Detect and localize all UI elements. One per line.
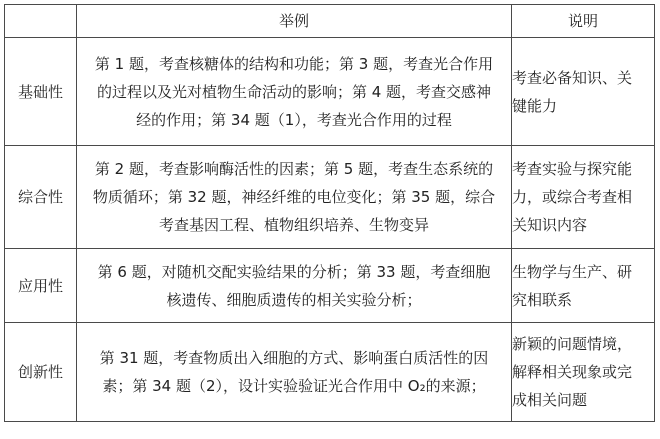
table-row [5, 249, 655, 323]
note-line: 生物学与生产、研 [512, 262, 633, 281]
note-line: 成相关问题 [512, 391, 588, 409]
example-line: 第 1 题，考查核糖体的结构和功能；第 3 题，考查光合作用 [94, 54, 494, 73]
header-cell-note: 说明 [512, 5, 655, 38]
header-row [5, 5, 655, 38]
table-row [5, 323, 655, 422]
example-cell [77, 249, 512, 323]
note-cell [512, 323, 655, 422]
header-cell-category [5, 5, 77, 38]
note-line: 考查实验与探究能 [512, 160, 633, 178]
table-row [5, 146, 655, 249]
example-line: 经的作用；第 34 题（1），考查光合作用的过程 [136, 110, 452, 129]
table-row [5, 38, 655, 146]
example-line: 第 6 题，对随机交配实验结果的分析；第 33 题，考查细胞 [97, 262, 491, 281]
note-line: 新颖的问题情境， [512, 335, 633, 353]
note-line: 关知识内容 [512, 216, 588, 234]
example-line: 考查基因工程、植物组织培养、生物变异 [158, 216, 429, 234]
example-cell [77, 323, 512, 422]
category-cell: 创新性 [5, 323, 77, 422]
note-line: 解释相关现象或完 [512, 363, 633, 381]
note-cell [512, 146, 655, 249]
example-cell [77, 146, 512, 249]
header-cell-example: 举例 [77, 5, 512, 38]
example-line: 核遗传、细胞质遗传的相关实验分析； [166, 290, 422, 309]
note-line: 力，或综合考查相 [512, 188, 633, 206]
note-cell [512, 38, 655, 146]
category-cell: 基础性 [5, 38, 77, 146]
example-line: 物质循环；第 32 题，神经纤维的电位变化；第 35 题，综合 [92, 188, 496, 206]
exam-analysis-table [4, 4, 655, 422]
note-line: 键能力 [512, 96, 558, 115]
note-line: 究相联系 [512, 290, 573, 309]
category-cell: 综合性 [5, 146, 77, 249]
note-cell [512, 249, 655, 323]
example-cell [77, 38, 512, 146]
note-line: 考查必备知识、关 [512, 68, 633, 87]
example-line: 的过程以及光对植物生命活动的影响；第 4 题，考查交感神 [96, 82, 492, 101]
category-cell: 应用性 [5, 249, 77, 323]
example-line: 素；第 34 题（2），设计实验验证光合作用中 O₂的来源； [102, 377, 486, 395]
example-line: 第 2 题，考查影响酶活性的因素；第 5 题，考查生态系统的 [94, 160, 494, 178]
example-line: 第 31 题，考查物质出入细胞的方式、影响蛋白质活性的因 [99, 349, 489, 367]
